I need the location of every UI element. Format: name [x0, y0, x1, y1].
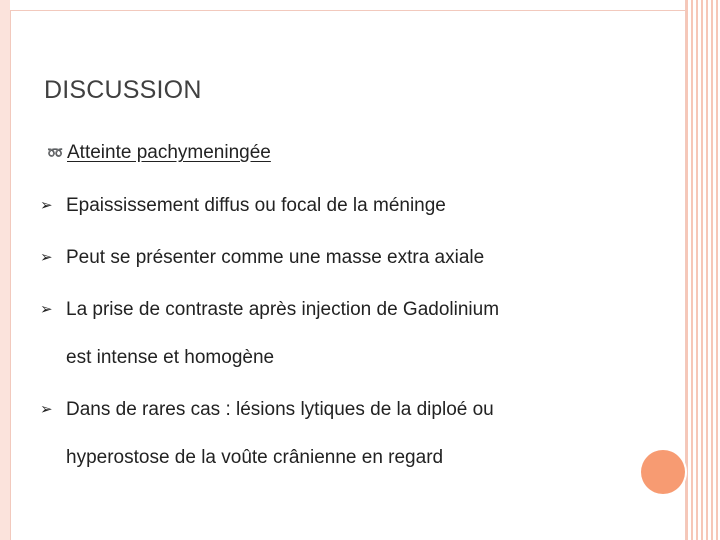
bullet-text: La prise de contraste après injection de Gadolinium: [66, 299, 500, 320]
bullet-text-continuation: hyperostose de la voûte crânienne en regard: [66, 447, 444, 468]
subheading: [47, 142, 271, 164]
bullet-text: Peut se présenter comme une masse extra axiale: [66, 247, 485, 268]
bullet-item: [40, 296, 640, 372]
left-decorative-border: [0, 0, 11, 540]
curly-bullet-icon: ➿: [47, 145, 64, 160]
orange-circle-decoration: [641, 450, 685, 494]
arrow-bullet-icon: ➢: [40, 301, 53, 318]
bullet-list: [40, 192, 640, 496]
arrow-bullet-icon: ➢: [40, 401, 53, 418]
subheading-text: Atteinte pachymeningée: [67, 142, 271, 163]
slide-title: DISCUSSION: [44, 76, 202, 104]
bullet-item: [40, 244, 640, 272]
right-decorative-stripes: [685, 0, 720, 540]
arrow-bullet-icon: ➢: [40, 249, 53, 266]
bullet-text: Dans de rares cas : lésions lytiques de la diploé ou: [66, 399, 494, 420]
bullet-text-continuation: est intense et homogène: [66, 347, 275, 368]
top-decorative-border: [10, 0, 686, 11]
bullet-text: Epaississement diffus ou focal de la méninge: [66, 195, 446, 216]
bullet-item: [40, 192, 640, 220]
bullet-item: [40, 396, 640, 472]
arrow-bullet-icon: ➢: [40, 197, 53, 214]
